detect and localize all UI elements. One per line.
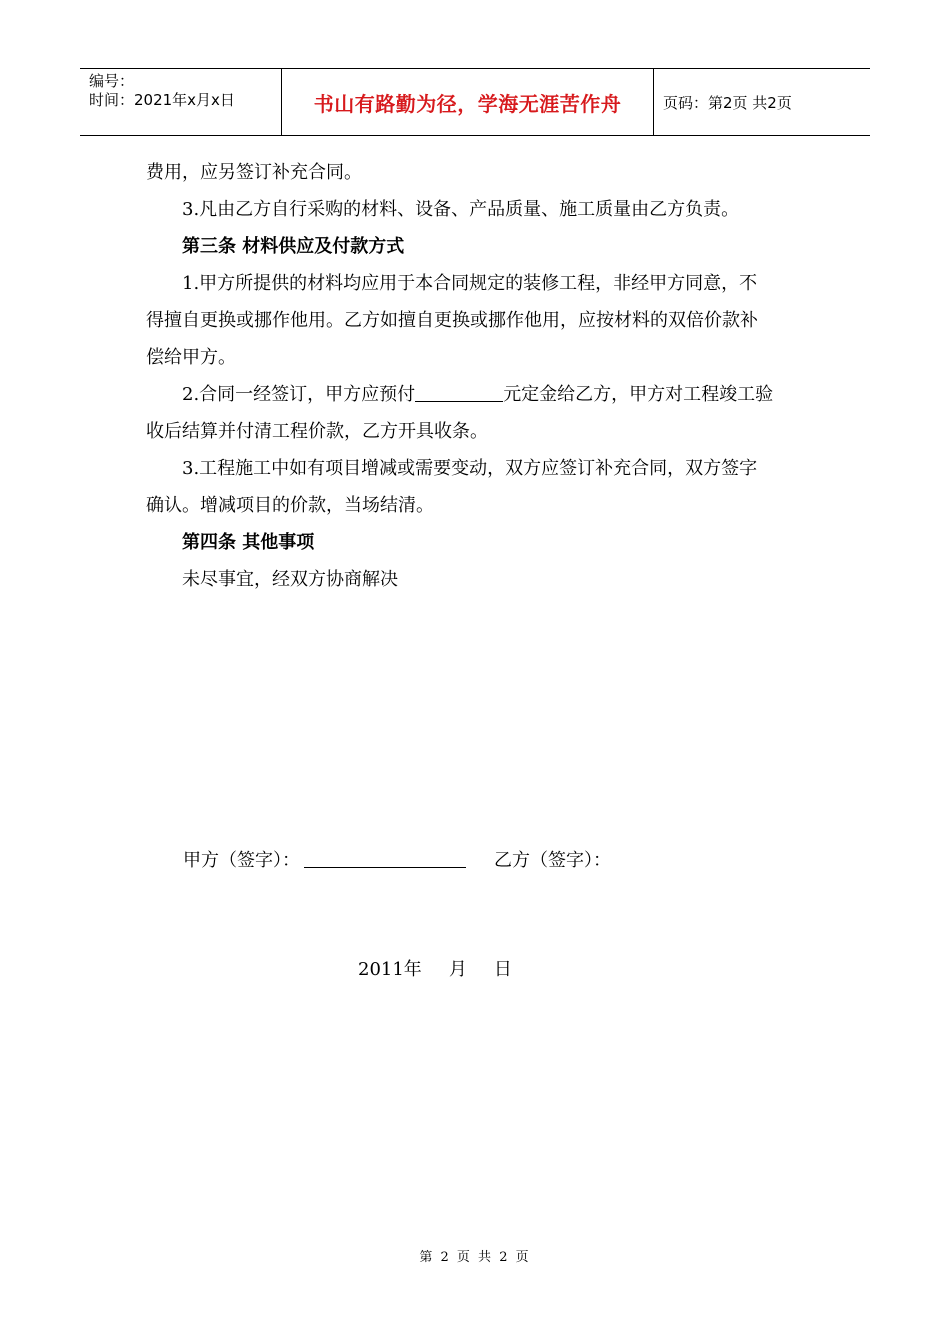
paragraph-line: 3.工程施工中如有项目增减或需要变动，双方应签订补充合同，双方签字	[182, 458, 758, 479]
paragraph-line: 未尽事宜，经双方协商解决	[182, 569, 398, 590]
contract-body	[146, 154, 806, 598]
deposit-paragraph	[146, 376, 806, 413]
section-four-title: 第四条 其他事项	[182, 532, 315, 553]
document-time-label: 时间：2021年x月x日	[89, 91, 235, 109]
date-year: 2011年	[358, 959, 422, 980]
paragraph-line: 费用，应另签订补充合同。	[146, 162, 362, 183]
header-motto-cell	[281, 69, 654, 135]
header-page-cell	[654, 69, 870, 135]
date-month: 月	[448, 959, 467, 980]
signing-date	[358, 955, 512, 981]
header-page-label: 页码：第2页 共2页	[663, 93, 792, 112]
paragraph-line: 偿给甲方。	[146, 347, 236, 368]
header-motto: 书山有路勤为径，学海无涯苦作舟	[313, 91, 622, 116]
party-a-signature-label: 甲方（签字）：	[183, 850, 300, 871]
document-header	[80, 68, 870, 136]
paragraph-line: 得擅自更换或挪作他用。乙方如擅自更换或挪作他用，应按材料的双倍价款补	[146, 310, 758, 331]
date-day: 日	[493, 959, 512, 980]
document-number-label: 编号：	[89, 72, 135, 90]
party-b-signature-label: 乙方（签字）：	[494, 850, 611, 871]
paragraph-line: 确认。增减项目的价款，当场结清。	[146, 495, 434, 516]
deposit-text-after: 元定金给乙方，甲方对工程竣工验	[503, 384, 774, 405]
deposit-amount-blank	[415, 379, 503, 402]
page-footer: 第 2 页 共 2 页	[419, 1250, 531, 1265]
paragraph-line: 3.凡由乙方自行采购的材料、设备、产品质量、施工质量由乙方负责。	[182, 199, 740, 220]
header-left-cell	[80, 69, 281, 135]
section-three-title: 第三条 材料供应及付款方式	[182, 236, 405, 257]
paragraph-line: 收后结算并付清工程价款，乙方开具收条。	[146, 421, 488, 442]
deposit-text-before: 2.合同一经签订，甲方应预付	[182, 384, 416, 405]
signature-row	[183, 845, 611, 872]
paragraph-line: 1.甲方所提供的材料均应用于本合同规定的装修工程，非经甲方同意，不	[182, 273, 758, 294]
party-a-signature-blank	[304, 845, 466, 868]
